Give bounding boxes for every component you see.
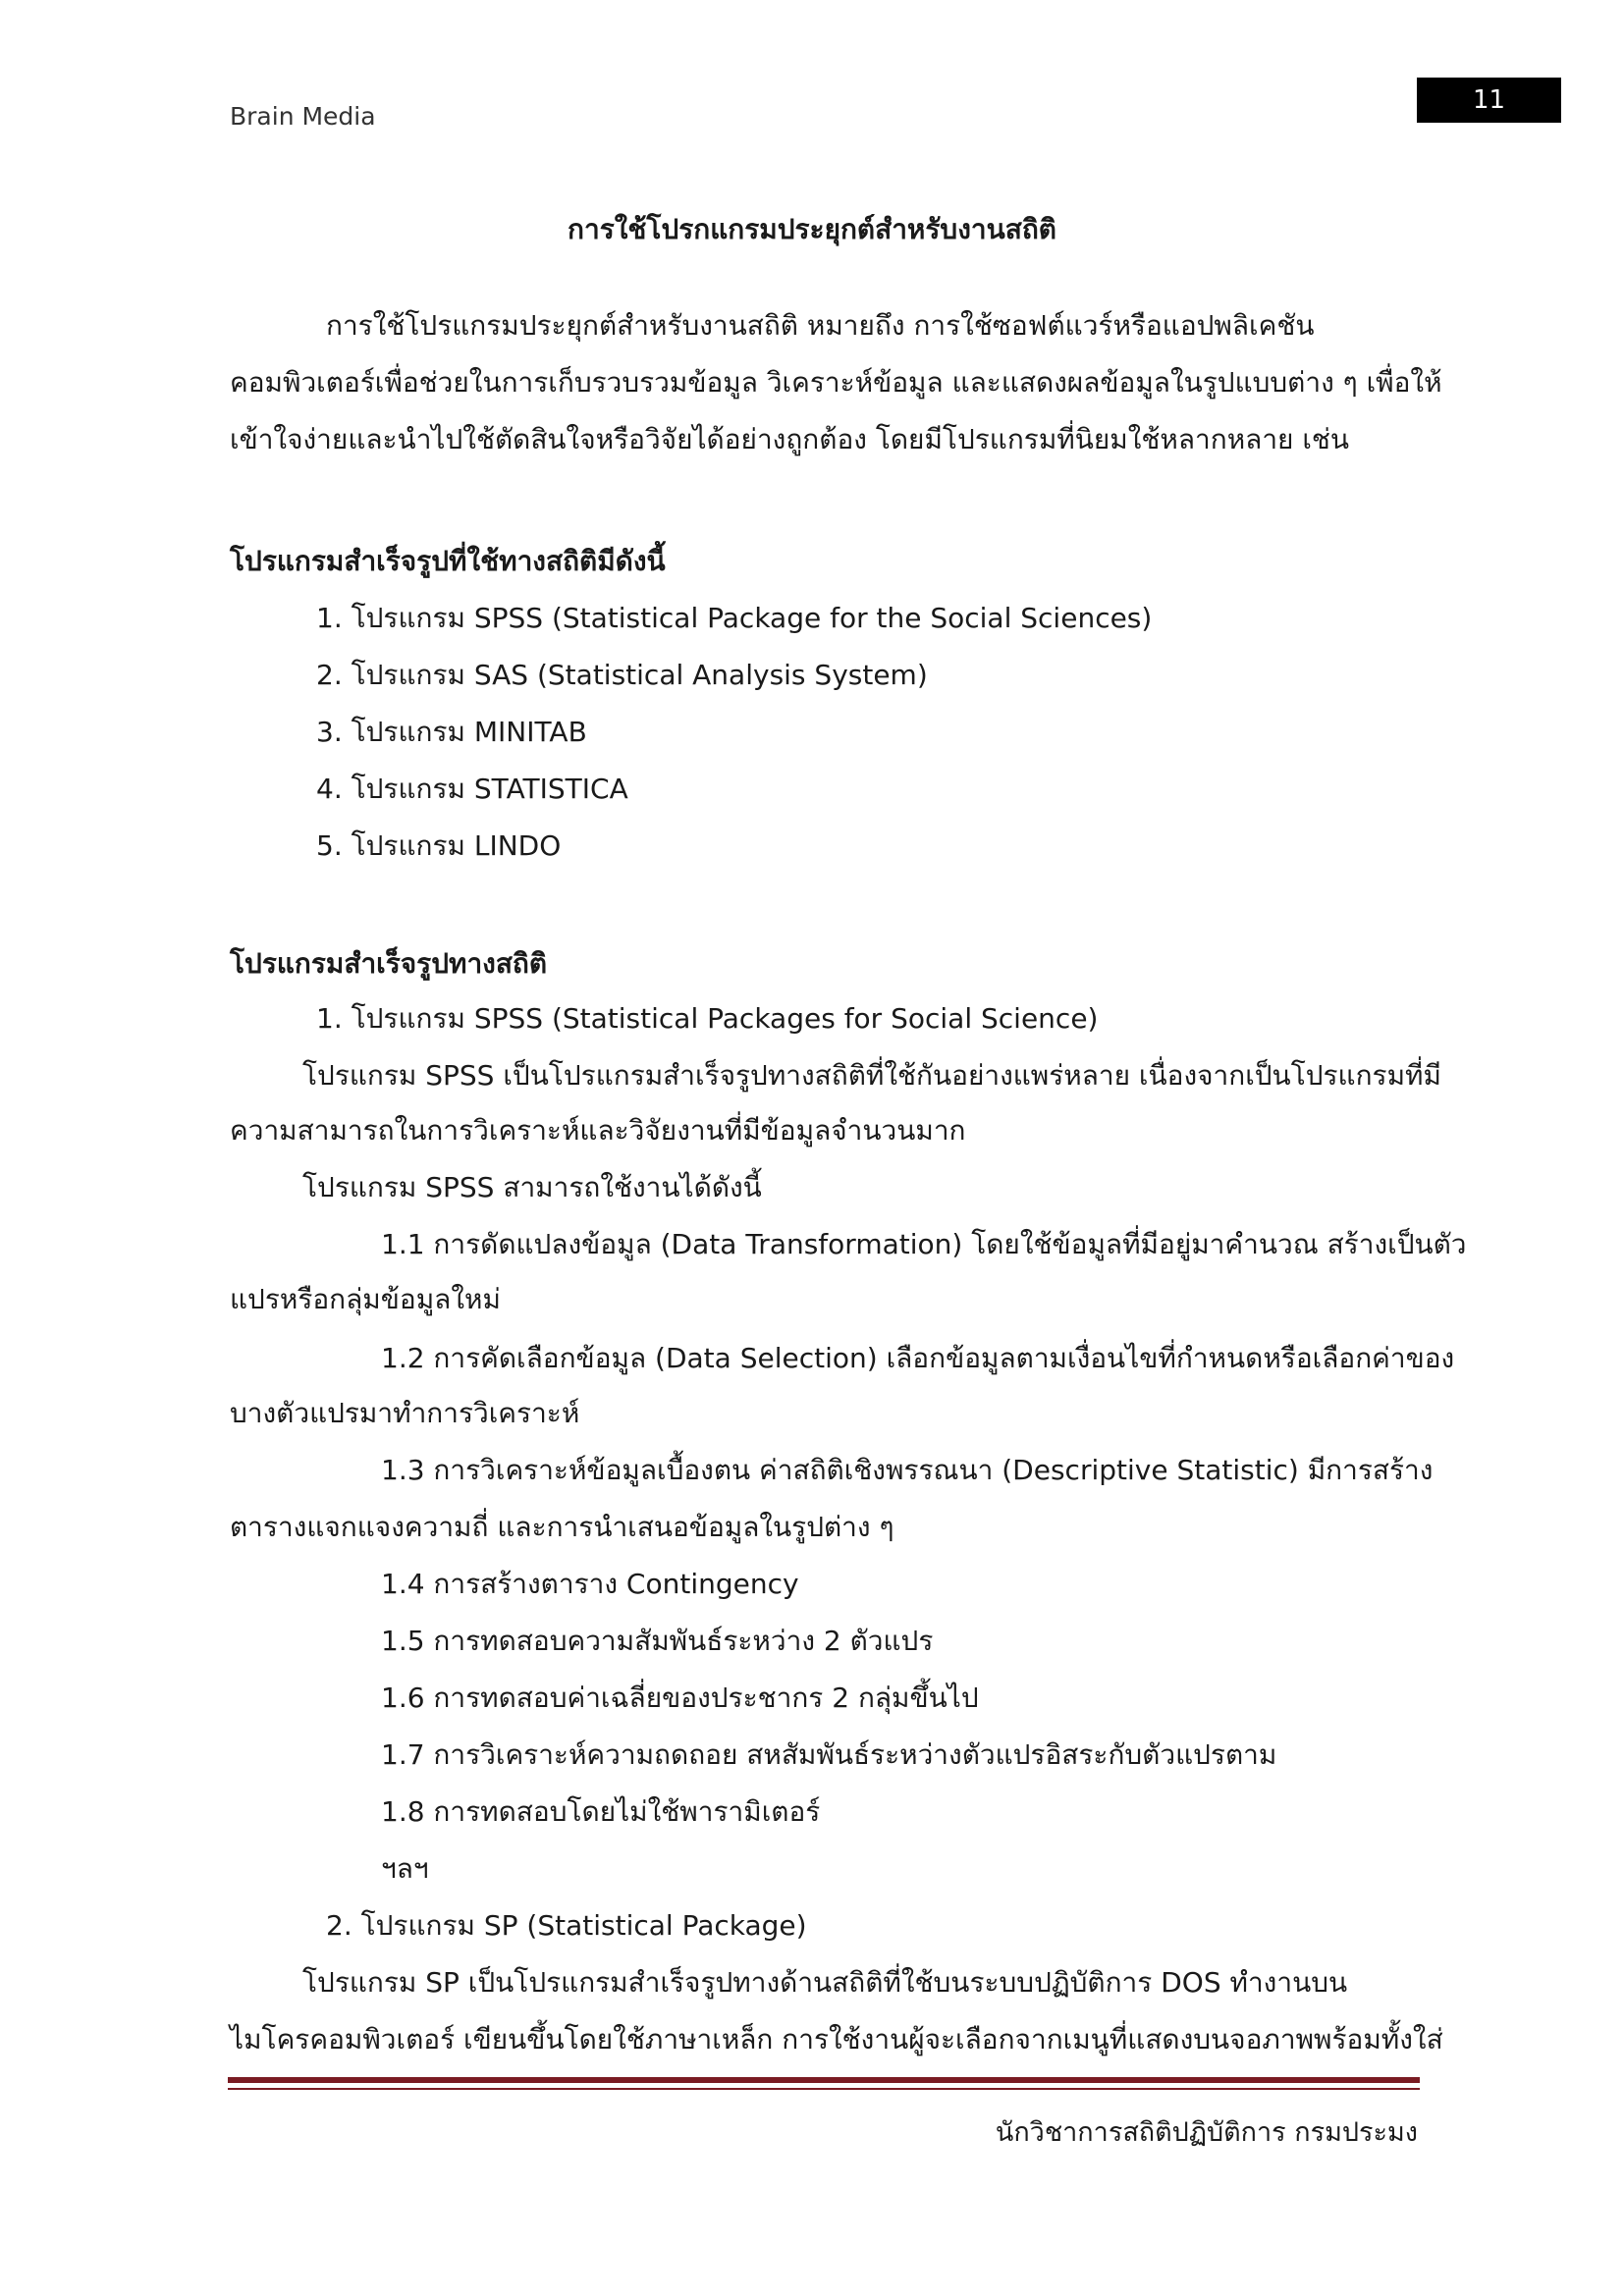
body-line: 1.3 การวิเคราะห์ข้อมูลเบื้องตน ค่าสถิติเชิงพรรณนา (Descriptive Statistic) มีการสร้าง: [381, 1454, 1434, 1486]
body-line: 1.5 การทดสอบความสัมพันธ์ระหว่าง 2 ตัวแปร: [381, 1625, 934, 1657]
intro-line: คอมพิวเตอร์เพื่อช่วยในการเก็บรวบรวมข้อมูล วิเคราะห์ข้อมูล และแสดงผลข้อมูลในรูปแบบต่าง ๆ เพื่อให้: [230, 366, 1442, 399]
footer-divider-thick: [228, 2077, 1420, 2083]
brand-label: Brain Media: [230, 102, 376, 131]
body-line: 1.2 การคัดเลือกข้อมูล (Data Selection) เลือกข้อมูลตามเงื่อนไขที่กำหนดหรือเลือกค่าของ: [381, 1342, 1455, 1374]
section-heading: โปรแกรมสำเร็จรูปทางสถิติ: [230, 947, 548, 980]
body-line: 1.8 การทดสอบโดยไม่ใช้พารามิเตอร์: [381, 1795, 821, 1828]
body-line: โปรแกรม SP เป็นโปรแกรมสำเร็จรูปทางด้านสถิติที่ใช้บนระบบปฏิบัติการ DOS ทำงานบน: [302, 1966, 1348, 1999]
footer-text: นักวิชาการสถิติปฏิบัติการ กรมประมง: [995, 2117, 1418, 2148]
list-item: 3. โปรแกรม MINITAB: [316, 716, 587, 748]
body-line: โปรแกรม SPSS สามารถใช้งานได้ดังนี้: [302, 1171, 762, 1203]
list-item: 1. โปรแกรม SPSS (Statistical Package for the Social Sciences): [316, 602, 1153, 634]
body-line: 1. โปรแกรม SPSS (Statistical Packages for Social Science): [316, 1002, 1099, 1035]
list-item: 5. โปรแกรม LINDO: [316, 829, 562, 862]
intro-line: การใช้โปรแกรมประยุกต์สำหรับงานสถิติ หมายถึง การใช้ซอฟต์แวร์หรือแอปพลิเคชัน: [326, 309, 1315, 342]
intro-line: เข้าใจง่ายและนำไปใช้ตัดสินใจหรือวิจัยได้อย่างถูกต้อง โดยมีโปรแกรมที่นิยมใช้หลากหลาย เช่น: [230, 423, 1350, 455]
body-line: ตารางแจกแจงความถี่ และการนำเสนอข้อมูลในรูปต่าง ๆ: [230, 1511, 894, 1543]
body-line: บางตัวแปรมาทำการวิเคราะห์: [230, 1397, 580, 1429]
footer-divider-thin: [228, 2088, 1420, 2090]
body-line: 1.4 การสร้างตาราง Contingency: [381, 1568, 799, 1600]
section-heading: โปรแกรมสำเร็จรูปที่ใช้ทางสถิติมีดังนี้: [230, 545, 666, 577]
body-line: 1.1 การดัดแปลงข้อมูล (Data Transformation) โดยใช้ข้อมูลที่มีอยู่มาคำนวณ สร้างเป็นตัว: [381, 1228, 1467, 1260]
body-line: ฯลฯ: [381, 1852, 429, 1885]
body-line: 1.6 การทดสอบค่าเฉลี่ยของประชากร 2 กลุ่มขึ้นไป: [381, 1682, 979, 1714]
page-number-badge: 11: [1417, 78, 1561, 123]
body-line: 1.7 การวิเคราะห์ความถดถอย สหสัมพันธ์ระหว่างตัวแปรอิสระกับตัวแปรตาม: [381, 1738, 1277, 1771]
body-line: แปรหรือกลุ่มข้อมูลใหม่: [230, 1283, 501, 1315]
body-line: โปรแกรม SPSS เป็นโปรแกรมสำเร็จรูปทางสถิติที่ใช้กันอย่างแพร่หลาย เนื่องจากเป็นโปรแกรมที่มี: [302, 1059, 1441, 1092]
body-line: ไมโครคอมพิวเตอร์ เขียนขึ้นโดยใช้ภาษาเหล็ก การใช้งานผู้จะเลือกจากเมนูที่แสดงบนจอภาพพร้อมทั้งใส่: [230, 2023, 1443, 2056]
body-line: ความสามารถในการวิเคราะห์และวิจัยงานที่มีข้อมูลจำนวนมาก: [230, 1114, 966, 1147]
list-item: 2. โปรแกรม SAS (Statistical Analysis System): [316, 659, 928, 691]
list-item: 4. โปรแกรม STATISTICA: [316, 773, 628, 805]
body-line: 2. โปรแกรม SP (Statistical Package): [326, 1909, 807, 1942]
page-title: การใช้โปรกแกรมประยุกต์สำหรับงานสถิติ: [568, 213, 1056, 245]
